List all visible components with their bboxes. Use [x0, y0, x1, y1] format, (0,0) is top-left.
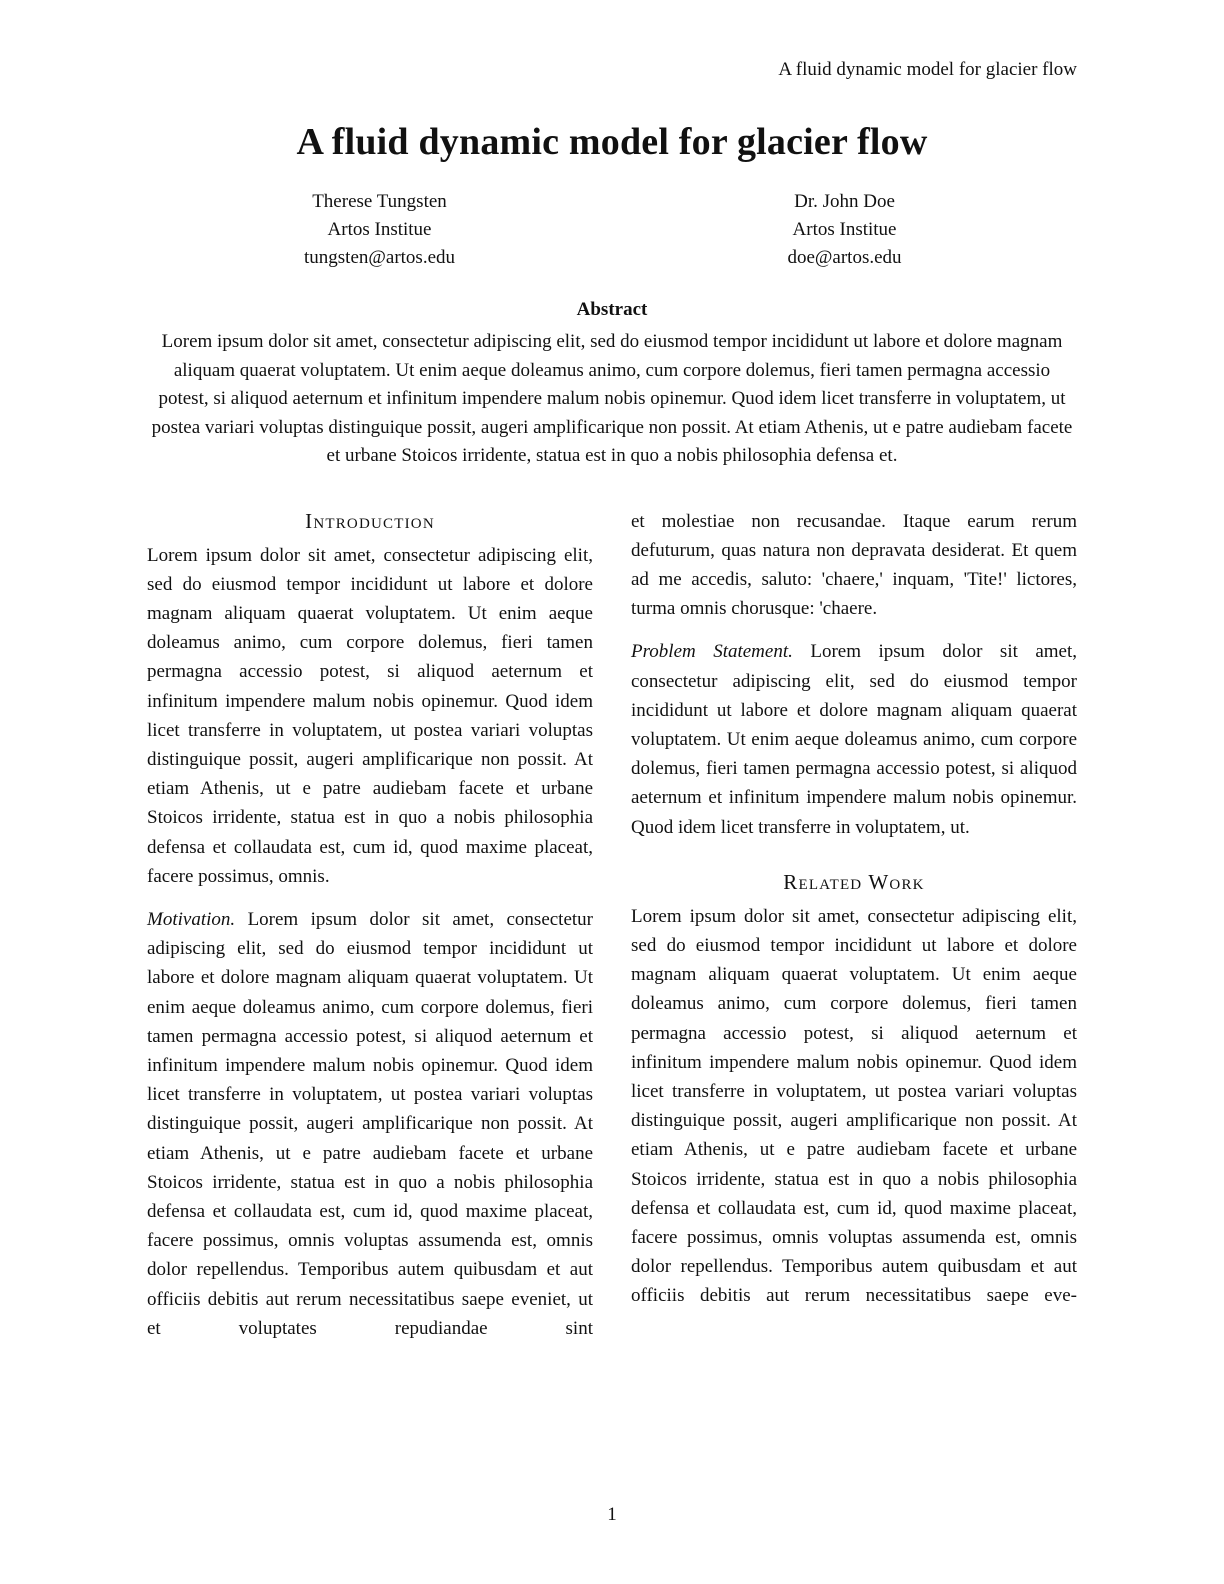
motivation-paragraph-text: Lorem ipsum dolor sit amet, consectetur adipiscing elit, sed do eiusmod tempor incididunt ut labore et dolore magnam aliquam quaerat voluptatem. Ut enim aeque doleamus animo, cum corpore dolemus, fieri tamen permagna accessio potest, si aliquod aeternum et infinitum impendere malum nobis opinemur. Quod idem licet transferre in voluptatem, ut postea variari voluptas distinguique possit, augeri amplificarique non possit. At etiam Athenis, ut e patre audiebam facete et urbane Stoicos irridente, statua est in quo a nobis philosophia defensa et collaudata est, cum id, quod maxime placeat, facere possimus, omnis voluptas assumenda est, omnis dolor repellendus. Temporibus autem quibusdam et aut officiis debitis aut rerum necessitatibus saepe eveniet, ut et voluptates repudiandae sint	[147, 908, 593, 1339]
author-2-name: Dr. John Doe	[794, 191, 895, 212]
right-column	[631, 507, 1077, 1343]
paper-title: A fluid dynamic model for glacier flow	[296, 121, 928, 163]
author-2	[612, 188, 1077, 272]
author-2-email: doe@artos.edu	[787, 247, 902, 268]
page-number: 1	[607, 1504, 617, 1525]
section-heading-introduction: Introduction	[305, 508, 435, 533]
section-heading-related-work: Related Work	[783, 869, 925, 894]
left-column	[147, 507, 593, 1343]
author-1-email: tungsten@artos.edu	[304, 247, 455, 268]
motivation-paragraph	[147, 905, 593, 1343]
problem-statement-paragraph-text: Lorem ipsum dolor sit amet, consectetur adipiscing elit, sed do eiusmod tempor incididunt ut labore et dolore magnam aliquam quaerat voluptatem. Ut enim aeque doleamus animo, cum corpore dolemus, fieri tamen permagna accessio potest, si aliquod aeternum et infinitum impendere malum nobis opinemur. Quod idem licet transferre in voluptatem, ut.	[631, 641, 1078, 838]
running-head: A fluid dynamic model for glacier flow	[778, 59, 1077, 80]
problem-statement-run-in-heading: Problem Statement.	[631, 641, 793, 663]
author-block	[147, 188, 1077, 272]
author-2-affiliation: Artos Institue	[792, 219, 897, 240]
motivation-run-in-heading: Motivation.	[147, 908, 236, 930]
author-1-name: Therese Tungsten	[312, 191, 447, 212]
motivation-paragraph-continued: et molestiae non recusandae. Itaque earum rerum defuturum, quas natura non depravata desiderat. Et quem ad me accedis, saluto: 'chaere,' inquam, 'Tite!' lictores, turma omnis chorusque: 'chaere.	[631, 510, 1077, 620]
author-1-affiliation: Artos Institue	[327, 219, 432, 240]
abstract-text: Lorem ipsum dolor sit amet, consectetur adipiscing elit, sed do eiusmod tempor incididunt ut labore et dolore magnam aliquam quaerat voluptatem. Ut enim aeque doleamus animo, cum corpore dolemus, fieri tamen permagna accessio potest, si aliquod aeternum et infinitum impendere malum nobis opinemur. Quod idem licet transferre in voluptatem, ut postea variari voluptas distinguique possit, augeri amplificarique non possit. At etiam Athenis, ut e patre audiebam facete et urbane Stoicos irridente, statua est in quo a nobis philosophia defensa et.	[151, 331, 1073, 466]
author-1	[147, 188, 612, 272]
related-work-paragraph-1: Lorem ipsum dolor sit amet, consectetur adipiscing elit, sed do eiusmod tempor incididunt ut labore et dolore magnam aliquam quaerat voluptatem. Ut enim aeque doleamus animo, cum corpore dolemus, fieri tamen permagna accessio potest, si aliquod aeternum et infinitum impendere malum nobis opinemur. Quod idem licet transferre in voluptatem, ut postea variari voluptas distinguique possit, augeri amplificarique non possit. At etiam Athenis, ut e patre audiebam facete et urbane Stoicos irridente, statua est in quo a nobis philosophia defensa et collaudata est, cum id, quod maxime placeat, facere possimus, omnis voluptas assumenda est, omnis dolor repellendus. Temporibus autem quibusdam et aut officiis debitis aut rerum necessitatibus saepe eve-	[631, 905, 1077, 1307]
abstract-heading: Abstract	[576, 299, 648, 320]
problem-statement-paragraph	[631, 637, 1077, 841]
introduction-paragraph-1: Lorem ipsum dolor sit amet, consectetur adipiscing elit, sed do eiusmod tempor incididunt ut labore et dolore magnam aliquam quaerat voluptatem. Ut enim aeque doleamus animo, cum corpore dolemus, fieri tamen permagna accessio potest, si aliquod aeternum et infinitum impendere malum nobis opinemur. Quod idem licet transferre in voluptatem, ut postea variari voluptas distinguique possit, augeri amplificarique non possit. At etiam Athenis, ut e patre audiebam facete et urbane Stoicos irridente, statua est in quo a nobis philosophia defensa et collaudata est, cum id, quod maxime placeat, facere possimus, omnis.	[147, 544, 593, 887]
two-column-body	[147, 507, 1077, 1343]
